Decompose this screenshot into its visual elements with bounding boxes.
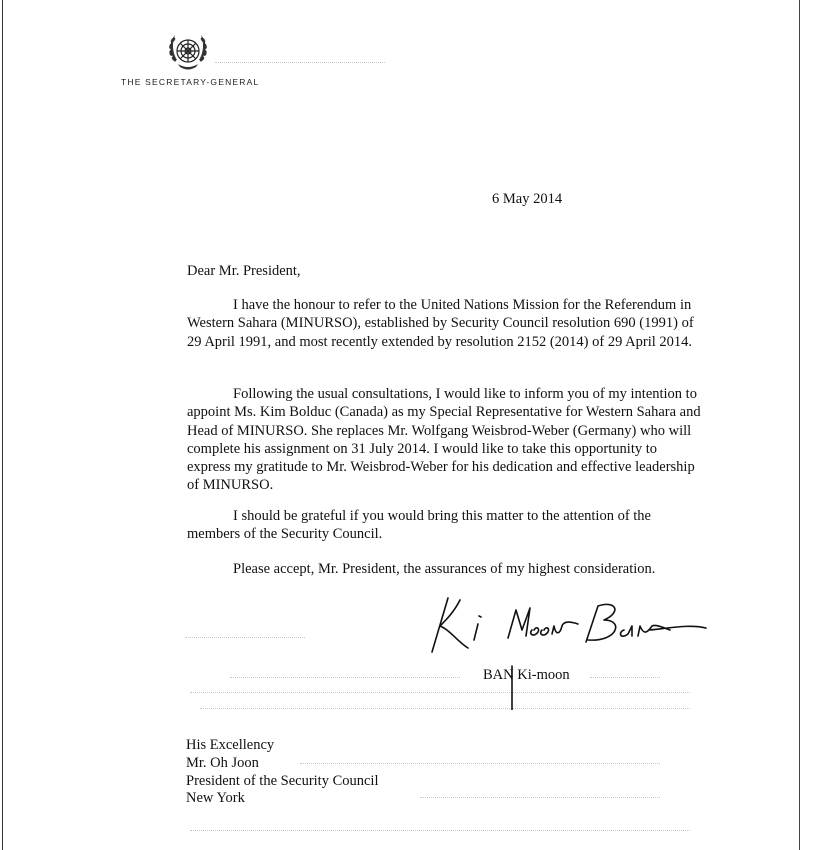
scan-bleed — [420, 797, 660, 799]
letter-date: 6 May 2014 — [492, 191, 563, 207]
page-edge-left — [2, 0, 3, 850]
scan-bleed — [215, 62, 385, 64]
un-emblem-icon — [163, 30, 213, 76]
closing-paragraph: Please accept, Mr. President, the assurances of my highest consideration. — [233, 561, 656, 577]
addressee-line: New York — [186, 790, 245, 807]
letterhead-title: THE SECRETARY-GENERAL — [121, 77, 260, 87]
body-paragraph: I should be grateful if you would bring this matter to the attention of the members of the Security Council. — [187, 508, 651, 543]
body-paragraph: I have the honour to refer to the United Nations Mission for the Referendum in Western Sahara (MINURSO), established by Security Council resolution 690 (1991) of 29 April 1991, and most recently extended by resolution 2152 (2014) of 29 April 2014. — [187, 297, 694, 350]
handwritten-signature — [420, 590, 720, 710]
addressee-block — [186, 737, 379, 808]
addressee-line: Mr. Oh Joon — [186, 754, 259, 771]
addressee-line: His Excellency — [186, 737, 275, 753]
salutation: Dear Mr. President, — [187, 263, 301, 279]
scan-bleed — [185, 637, 305, 639]
page-edge-right — [799, 0, 800, 850]
signatory-name: BAN Ki-moon — [483, 667, 570, 683]
addressee-line: President of the Security Council — [186, 772, 379, 789]
scan-bleed — [190, 830, 690, 832]
body-paragraph: Following the usual consultations, I would like to inform you of my intention to appoint Ms. Kim Bolduc (Canada) as my Special Representative for Western Sahara and Head of MINURSO. She replaces Mr. Wolfgang Weisbrod-Weber (Germany) who will complete his assignment on 31 July 2014. I would like to take this opportunity to express my gratitude to Mr. Weisbrod-Weber for his dedication and effective leadership of MINURSO. — [187, 386, 701, 494]
